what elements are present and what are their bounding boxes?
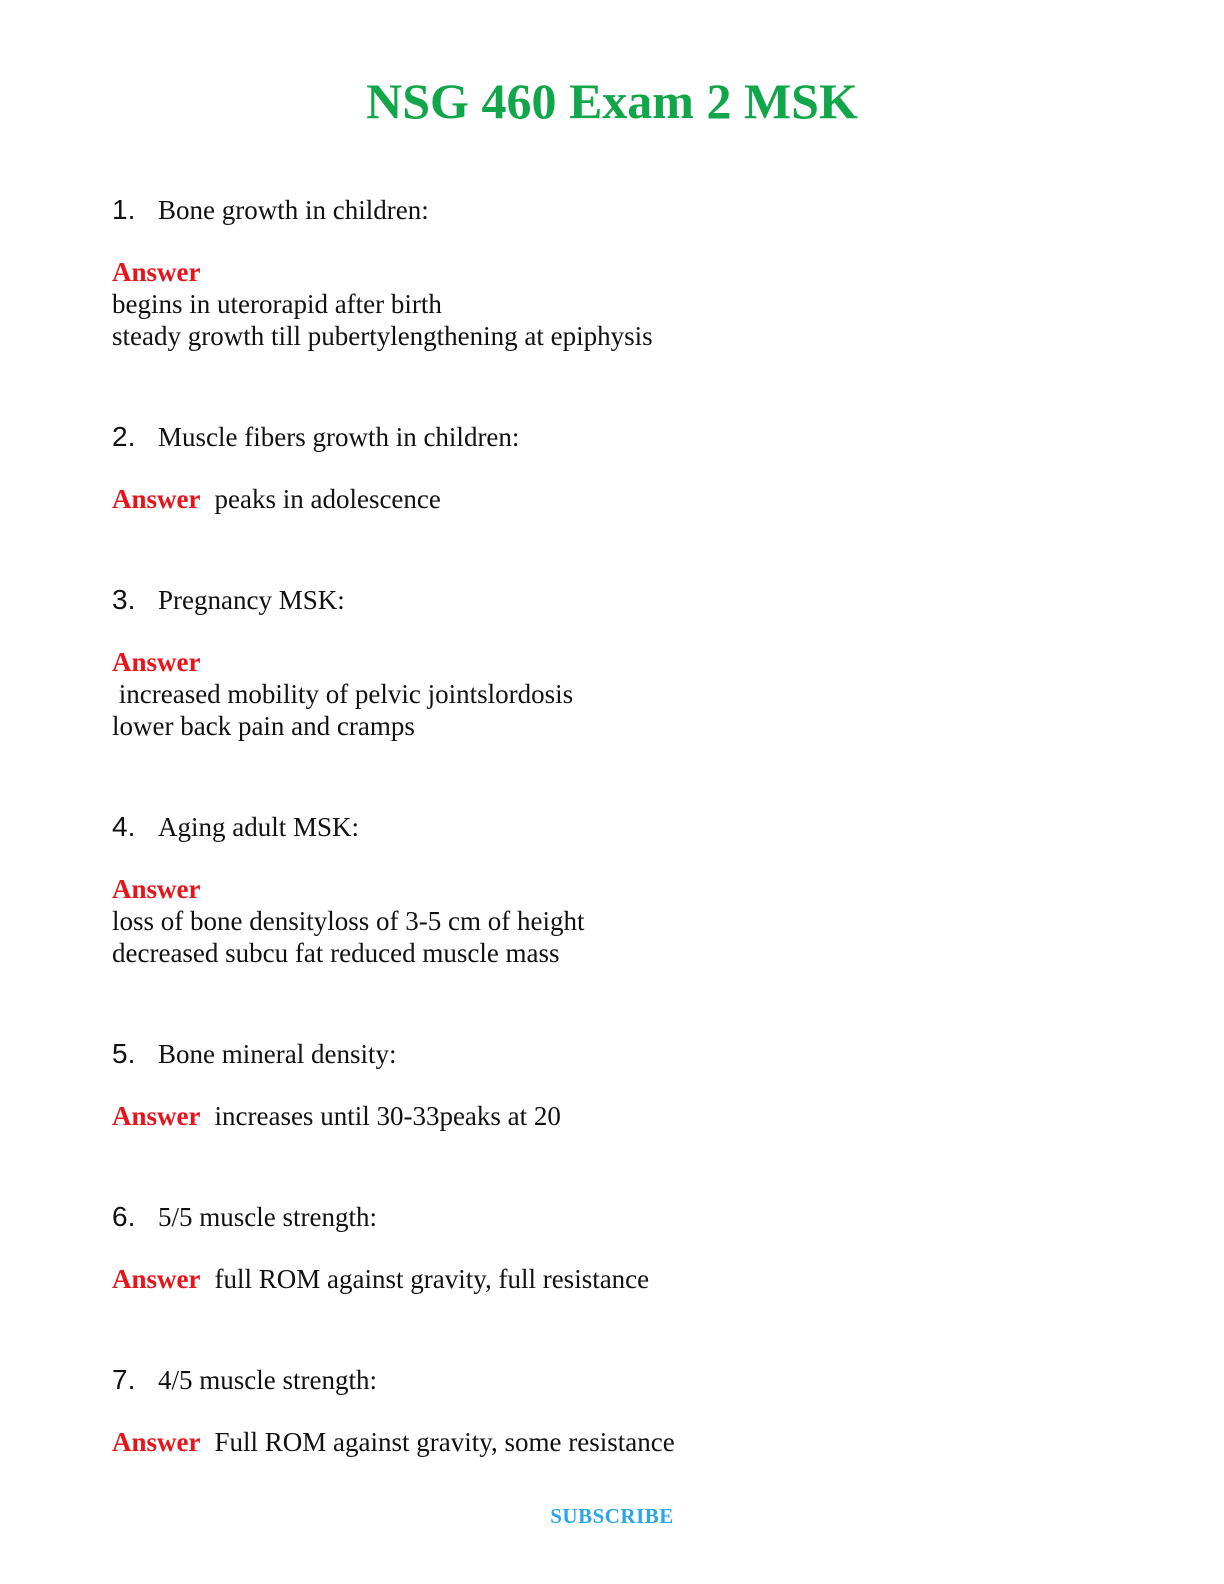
question-text: Aging adult MSK: [158, 812, 360, 842]
answer-text: increases until 30-33peaks at 20 [214, 1101, 561, 1131]
answer-line: begins in uterorapid after birth [112, 289, 442, 319]
question-3 [112, 584, 573, 742]
question-5 [112, 1038, 561, 1132]
answer-block [112, 1426, 675, 1458]
question-text: 4/5 muscle strength: [158, 1365, 377, 1395]
answer-block [112, 483, 519, 515]
question-6 [112, 1201, 649, 1295]
question-7 [112, 1364, 675, 1458]
question-text: Pregnancy MSK: [158, 585, 345, 615]
question-4 [112, 811, 584, 969]
answer-label: Answer [112, 874, 201, 904]
question-text: Bone mineral density: [158, 1039, 397, 1069]
answer-label: Answer [112, 647, 201, 677]
answer-block [112, 1263, 649, 1295]
answer-line: steady growth till pubertylengthening at epiphysis [112, 321, 653, 351]
answer-line: increased mobility of pelvic jointslordosis [112, 679, 574, 709]
question-number: 4. [112, 811, 136, 842]
question-number: 2. [112, 421, 136, 452]
question-1 [112, 194, 653, 352]
question-text: Muscle fibers growth in children: [158, 422, 520, 452]
answer-text: full ROM against gravity, full resistance [214, 1264, 650, 1294]
answer-line: decreased subcu fat reduced muscle mass [112, 938, 560, 968]
answer-block [112, 256, 653, 352]
answer-label: Answer [112, 1427, 201, 1457]
question-number: 1. [112, 194, 136, 225]
page-title: NSG 460 Exam 2 MSK [366, 73, 858, 129]
question-number: 3. [112, 584, 136, 615]
answer-line: loss of bone densityloss of 3-5 cm of height [112, 906, 585, 936]
answer-block [112, 646, 573, 742]
answer-block [112, 1100, 561, 1132]
subscribe-link[interactable]: SUBSCRIBE [550, 1504, 674, 1528]
answer-label: Answer [112, 1264, 201, 1294]
question-number: 5. [112, 1038, 136, 1069]
answer-text: Full ROM against gravity, some resistance [214, 1427, 675, 1457]
answer-label: Answer [112, 484, 201, 514]
answer-line: lower back pain and cramps [112, 711, 415, 741]
answer-block [112, 873, 584, 969]
question-number: 7. [112, 1364, 136, 1395]
question-2 [112, 421, 519, 515]
answer-label: Answer [112, 257, 201, 287]
answer-label: Answer [112, 1101, 201, 1131]
question-text: Bone growth in children: [158, 195, 429, 225]
answer-text: peaks in adolescence [214, 484, 441, 514]
question-text: 5/5 muscle strength: [158, 1202, 377, 1232]
question-number: 6. [112, 1201, 136, 1232]
